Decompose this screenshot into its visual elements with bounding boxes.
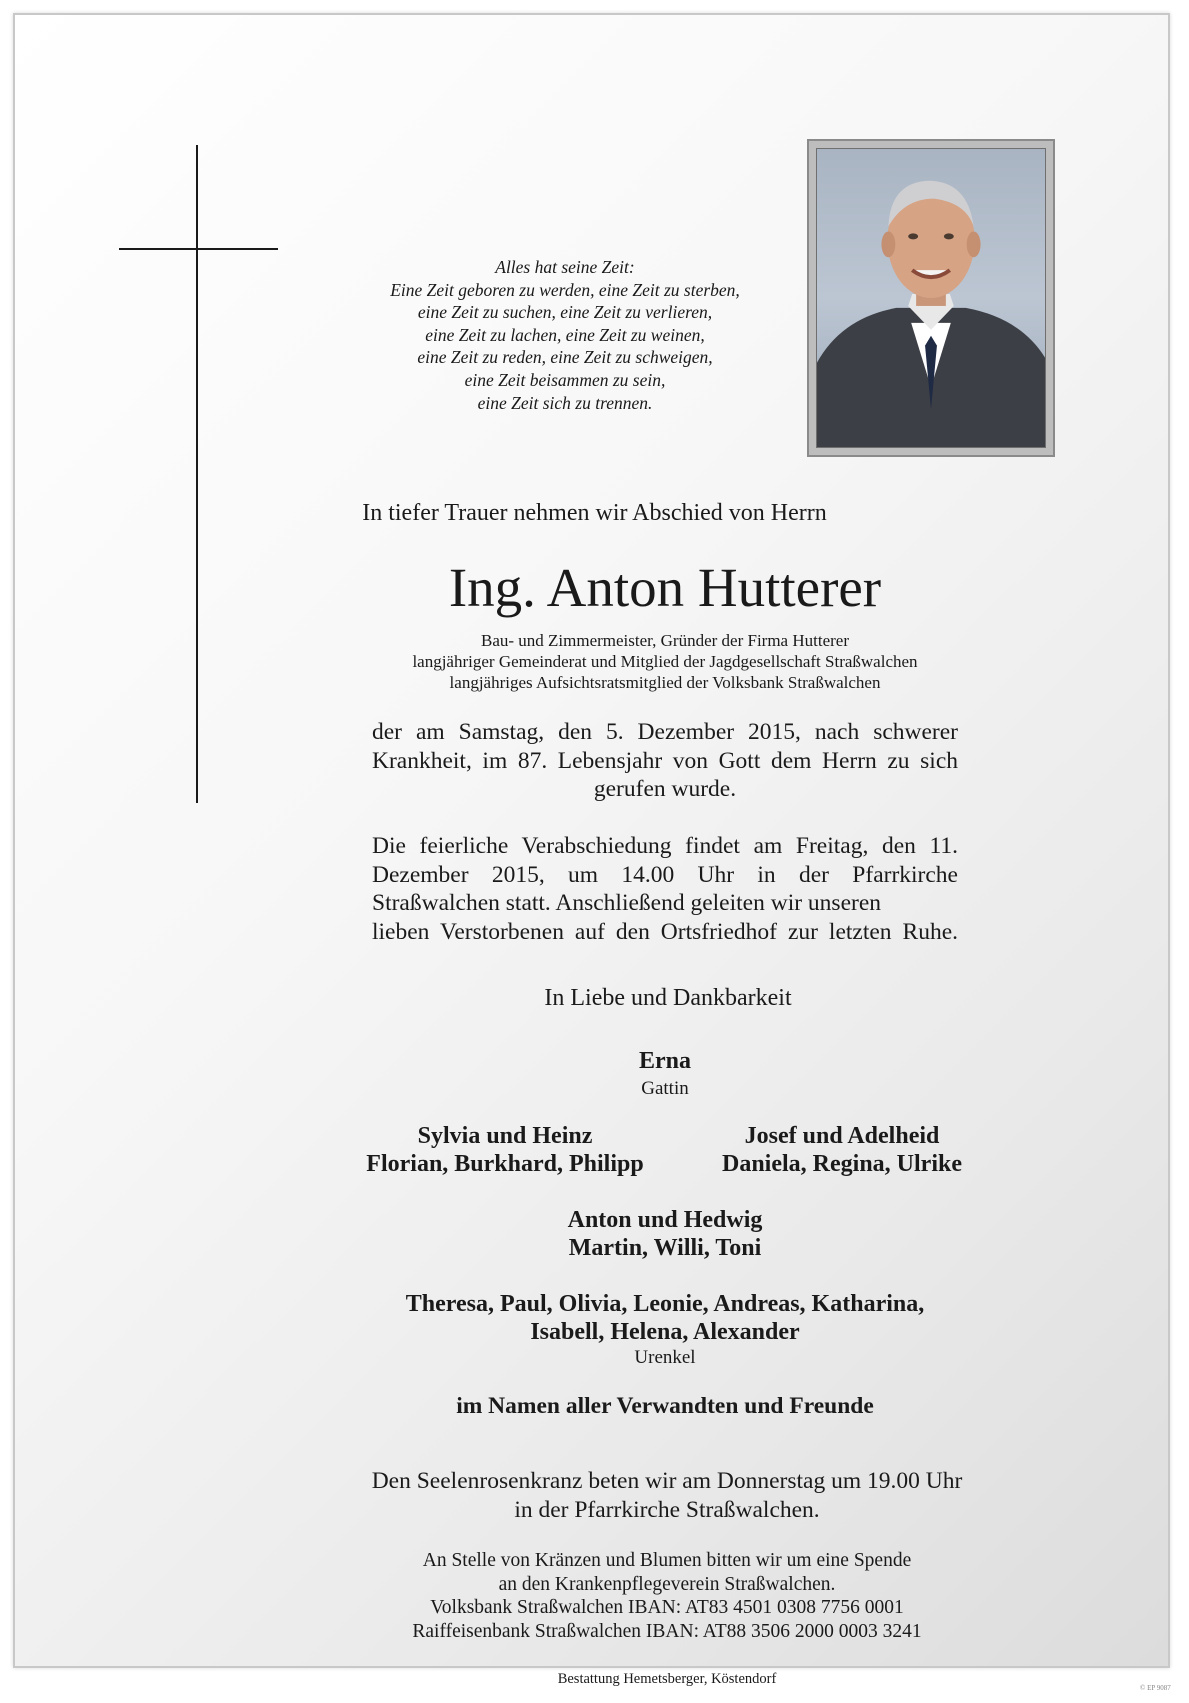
title-line: langjähriger Gemeinderat und Mitglied der Jagdgesellschaft Straßwalchen [412, 652, 918, 671]
poem-line: eine Zeit zu suchen, eine Zeit zu verlieren, [417, 302, 713, 323]
rosary-line: Den Seelenrosenkranz beten wir am Donnerstag um 19.00 Uhr [371, 1468, 963, 1494]
donation-line: An Stelle von Kränzen und Blumen bitten wir um eine Spende [422, 1550, 912, 1571]
poem-line: eine Zeit zu lachen, eine Zeit zu weinen, [425, 324, 705, 345]
family-line: Josef und Adelheid [744, 1123, 940, 1149]
document-code: © EP 9087 [1140, 1684, 1171, 1692]
poem-line: Alles hat seine Zeit: [495, 257, 635, 277]
poem-line: eine Zeit beisammen zu sein, [464, 369, 666, 390]
poem-line: eine Zeit sich zu trennen. [477, 392, 653, 413]
wife-name: Erna [638, 1048, 691, 1074]
donation-line: Volksbank Straßwalchen IBAN: AT83 4501 0308 7756 0001 [430, 1597, 904, 1618]
poem [340, 256, 790, 414]
family-middle [0, 1206, 1189, 1262]
funeral-notice-text: Die feierliche Verabschiedung findet am Freitag, den 11. Dezember 2015, um 14.00 Uhr in der Pfarrkirche Straßwalchen statt. Anschließend geleiten wir unseren [372, 833, 958, 916]
title-line: Bau- und Zimmermeister, Gründer der Firma Hutterer [480, 631, 849, 650]
rosary-notice [0, 1467, 1189, 1524]
family-line: Isabell, Helena, Alexander [530, 1319, 800, 1345]
death-notice: der am Samstag, den 5. Dezember 2015, nach schwerer Krankheit, im 87. Lebensjahr von Gott dem Herrn zu sich gerufen wurde. [372, 719, 958, 802]
family-line: Sylvia und Heinz [417, 1123, 593, 1149]
great-grandchildren-role: Urenkel [634, 1347, 696, 1368]
deceased-titles [0, 630, 1189, 693]
intro-text: In tiefer Trauer nehmen wir Abschied von Herrn [362, 500, 827, 526]
funeral-notice-last: lieben Verstorbenen auf den Ortsfriedhof zur letzten Ruhe. [372, 918, 958, 945]
on-behalf: im Namen aller Verwandten und Freunde [456, 1393, 874, 1419]
family-line: Florian, Burkhard, Philipp [366, 1151, 644, 1177]
cross-icon [196, 145, 198, 803]
family-line: Anton und Hedwig [567, 1207, 763, 1233]
funeral-notice [372, 832, 958, 946]
portrait-frame [807, 139, 1055, 457]
family-left [325, 1122, 685, 1178]
gratitude: In Liebe und Dankbarkeit [544, 985, 792, 1011]
cross-icon-bar [119, 248, 278, 250]
poem-line: eine Zeit zu reden, eine Zeit zu schweigen, [417, 347, 713, 368]
family-line: Daniela, Regina, Ulrike [722, 1151, 962, 1177]
donation-notice [0, 1549, 1189, 1643]
family-right [662, 1122, 1022, 1178]
donation-line: Raiffeisenbank Straßwalchen IBAN: AT88 3506 2000 0003 3241 [412, 1620, 922, 1642]
great-grandchildren [0, 1290, 1189, 1346]
family-line: Martin, Willi, Toni [568, 1235, 762, 1261]
rosary-line: in der Pfarrkirche Straßwalchen. [514, 1496, 820, 1523]
wife-role: Gattin [641, 1078, 689, 1099]
portrait-illustration [817, 149, 1045, 447]
title-line: langjähriges Aufsichtsratsmitglied der Volksbank Straßwalchen [449, 673, 881, 692]
portrait-photo [816, 148, 1046, 448]
poem-line: Eine Zeit geboren zu werden, eine Zeit zu sterben, [390, 279, 740, 300]
donation-line: an den Krankenpflegeverein Straßwalchen. [498, 1573, 836, 1595]
family-line: Theresa, Paul, Olivia, Leonie, Andreas, Katharina, [405, 1291, 925, 1317]
deceased-name: Ing. Anton Hutterer [448, 557, 882, 618]
wife-block [0, 1048, 1189, 1102]
funeral-home: Bestattung Hemetsberger, Köstendorf [557, 1671, 777, 1687]
